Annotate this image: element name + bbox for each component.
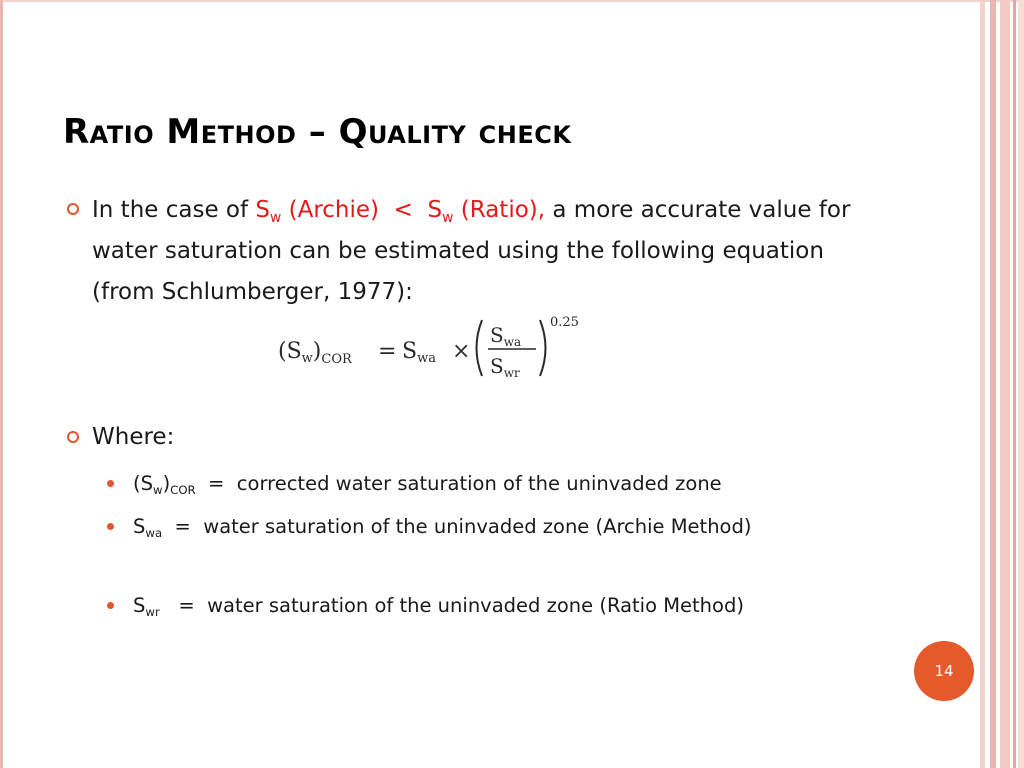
formula-den-sub: wr (503, 366, 520, 380)
sw-letter: S (427, 197, 443, 223)
correction-formula (278, 310, 608, 382)
formula-times: × (452, 339, 471, 364)
side-bar (1000, 0, 1010, 768)
symbol-subscript: COR (170, 483, 196, 498)
slide-number-badge: 14 (914, 641, 974, 701)
bullet-ring-icon (67, 203, 79, 215)
sw-letter: S (255, 197, 271, 223)
formula-den-s: S (490, 354, 504, 378)
formula-lhs-w: w (301, 351, 313, 366)
formula-right-paren (540, 320, 546, 376)
svg-text:(Sw)COR (278, 339, 353, 367)
side-bar (1013, 0, 1016, 768)
formula-lhs-s: (S (278, 339, 302, 364)
where-item-3 (133, 589, 893, 623)
formula-equals: = (378, 339, 397, 364)
side-bar (1018, 0, 1024, 768)
where-label: Where: (92, 424, 175, 450)
bullet-dot-icon (107, 602, 114, 609)
bullet-dot-icon (107, 480, 114, 487)
side-bar (980, 0, 985, 768)
top-border (0, 0, 1024, 2)
symbol-subscript: wr (145, 605, 160, 620)
decorative-side-bars (980, 0, 1024, 768)
intro-text-post: a more accurate value for water saturation can be estimated using the following equation (from Schlumberger, 1977): (92, 197, 851, 305)
formula-s: S (402, 339, 418, 364)
bullet-dot-icon (107, 523, 114, 530)
intro-text-pre: In the case of (92, 197, 256, 223)
formula-exponent: 0.25 (550, 315, 579, 330)
ratio-label: (Ratio), (453, 197, 546, 223)
bullet-ring-icon (67, 431, 79, 443)
symbol-subscript: wa (145, 526, 163, 541)
sw-subscript: w (270, 209, 282, 226)
archie-label: (Archie) < (281, 197, 428, 223)
side-bar (990, 0, 996, 768)
intro-paragraph (92, 190, 872, 313)
page-title: Ratio Method – Quality check (63, 112, 572, 152)
sw-subscript: w (442, 209, 454, 226)
definition-text: = water saturation of the uninvaded zone (Archie Method) (162, 515, 752, 538)
symbol-subscript: w (153, 483, 163, 498)
definition-text: = water saturation of the uninvaded zone (Ratio Method) (159, 594, 744, 617)
left-border (0, 0, 3, 768)
symbol-text: S (133, 594, 146, 617)
formula-left-paren (477, 320, 483, 376)
formula-lhs-close: ) (312, 339, 322, 364)
symbol-text: ) (162, 472, 171, 495)
symbol-text: (S (133, 472, 153, 495)
definition-text: = corrected water saturation of the uninvaded zone (195, 472, 722, 495)
where-item-2 (133, 510, 813, 544)
formula-num-sub: wa (503, 335, 522, 349)
svg-text:Swr (490, 354, 520, 380)
sw-archie-symbol (255, 197, 546, 226)
symbol-text: S (133, 515, 146, 538)
formula-lhs-cor: COR (321, 352, 352, 367)
svg-text:Swa (402, 339, 436, 366)
svg-text:Swa (490, 323, 521, 349)
formula-num-s: S (490, 323, 504, 347)
formula-s-sub: wa (417, 351, 436, 366)
where-item-1 (133, 467, 873, 501)
